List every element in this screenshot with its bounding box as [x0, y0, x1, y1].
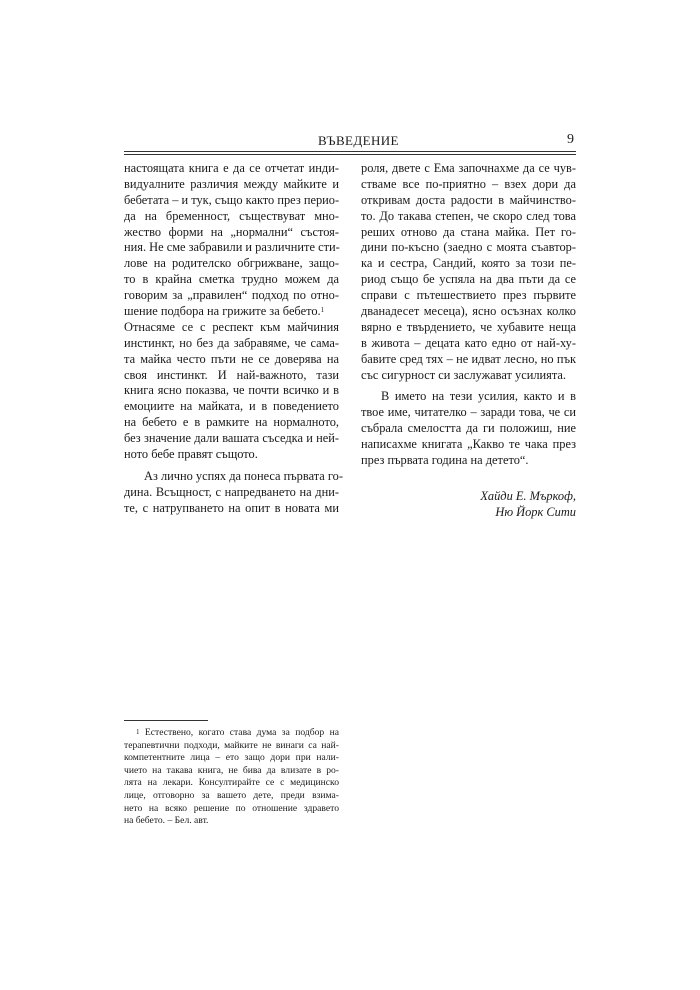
body-line: лове на родителско обгрижване, защо-: [124, 256, 339, 271]
body-line: Отнасяме се с респект към майчиния: [124, 319, 339, 334]
body-line-with-footnote: [124, 304, 339, 320]
footnote-mark: 1: [136, 728, 140, 736]
body-line: откривам доста радости в майчинство-: [361, 192, 576, 207]
body-line: говорим за „правилен“ подход по отно-: [124, 288, 339, 303]
body-line: ното бебе правят същото.: [124, 447, 258, 462]
body-line: събрала смелостта да ги положиш, ние: [361, 421, 576, 436]
right-column: [361, 161, 576, 521]
body-line: В името на тези усилия, както и в: [381, 389, 576, 404]
footnote-line: лята на лекари. Консултирайте се с медицинско: [124, 777, 339, 789]
footnote-rule: [124, 720, 208, 721]
body-line: справи с пътешествието през първите: [361, 288, 576, 303]
body-line: бебетата – и тук, също както през перио-: [124, 192, 340, 207]
header-rule: [124, 151, 576, 152]
footnote-line: на бебето. – Бел. авт.: [124, 815, 209, 827]
body-line: реших отново да стана майка. Пет го-: [361, 224, 576, 239]
footnote-reference: 1: [320, 306, 325, 315]
body-line: през първата година на детето“.: [361, 453, 529, 468]
body-line: дванадесет месеца), ясно осъзнах колко: [361, 304, 576, 319]
body-line: те, с натрупването на опит в новата ми: [124, 500, 339, 515]
body-line-text: шение подбора на грижите за бебето.: [124, 304, 321, 319]
body-line: своя инстинкт. И най-важното, тази: [124, 367, 339, 382]
footnote-line-text: Естествено, когато става дума за подбор на: [144, 727, 339, 738]
body-line: жество форми на „нормални“ състоя-: [124, 224, 339, 239]
body-line: твое име, читателко – заради това, че си: [361, 405, 576, 420]
footnote-line: [124, 727, 339, 740]
footnote: [124, 727, 339, 828]
running-header: [124, 131, 576, 151]
body-line: на бебето е в рамките на нормалното,: [124, 415, 339, 430]
body-line: стваме все по-приятно – взех дори да: [361, 176, 576, 191]
body-line: вярно е твърдението, че хубавите неща: [361, 319, 576, 334]
body-line: видуалните различия между майките и: [124, 176, 339, 191]
footnote-line: нето на всяко решение по отношение здравето: [124, 802, 339, 814]
body-line: то. До такава степен, че скоро след това: [361, 208, 576, 223]
footnote-line: компетентните лица – ето защо дори при нали-: [124, 752, 339, 764]
body-line: написахме книгата „Какво те чака през: [361, 437, 576, 452]
body-line: емоциите на майката, и в поведението: [124, 399, 339, 414]
footnote-line: чието на такава книга, не бива да влизате в ро-: [124, 764, 339, 776]
header-rule-secondary: [124, 154, 576, 155]
body-line: в живота – децата като едно от най-ху-: [361, 335, 576, 350]
body-line: бавите сред тях – не идват лесно, но пък: [361, 351, 576, 366]
chapter-title: ВЪВЕДЕНИЕ: [318, 133, 399, 148]
body-line: та майка често пъти не се доверява на: [124, 351, 339, 366]
body-line: книга ясно показва, че почти всичко и в: [124, 383, 339, 398]
page-number: 9: [567, 132, 574, 147]
footnote-line: терапевтични подходи, майките не винаги са най-: [124, 739, 339, 751]
body-line: роля, двете с Ема започнахме да се чув-: [361, 161, 576, 175]
body-line: без значение дали вашата съседка и ней-: [124, 431, 339, 446]
signature-gap: [361, 469, 576, 489]
body-line: ния. Не сме забравили и различните сти-: [124, 240, 340, 255]
body-line: дина. Всъщност, с напредването на дни-: [124, 484, 339, 499]
body-line: то в крайна сметка трудно можем да: [124, 272, 339, 287]
body-line: дини по-късно (заедно с моята съавтор-: [361, 240, 576, 255]
left-column: [124, 161, 344, 517]
body-line: ка и сестра, Сандий, която за този пе-: [361, 256, 576, 271]
footnote-line: лице, отговорно за вашето дете, преди взима-: [124, 789, 339, 801]
body-line: Аз лично успях да понеса първата го-: [144, 468, 344, 483]
body-line: да на бременност, съществуват мно-: [124, 208, 339, 223]
signature-location: Ню Йорк Сити: [495, 504, 576, 519]
body-line: настоящата книга е да се отчетат инди-: [124, 161, 339, 175]
body-line: инстинкт, но без да забравяме, че сама-: [124, 335, 339, 350]
body-line: със сигурност си заслужават усилията.: [361, 367, 567, 382]
body-line: риод също бе успяла на два пъти да се: [361, 272, 576, 287]
author-signature: Хайди Е. Мъркоф,: [480, 488, 576, 503]
